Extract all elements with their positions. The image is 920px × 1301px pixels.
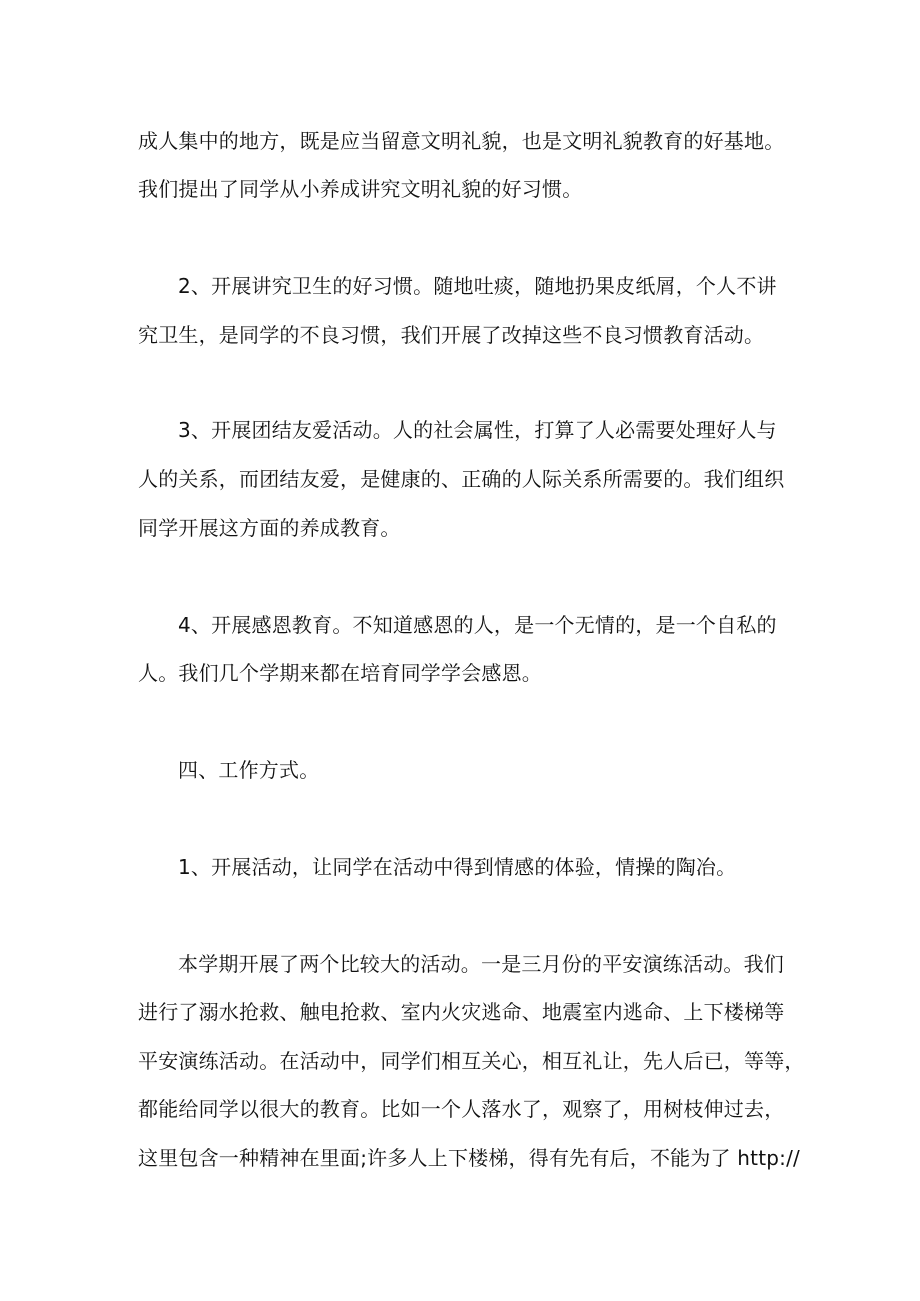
text-line: 我们提出了同学从小养成讲究文明礼貌的好习惯。 [138, 177, 583, 201]
text-line: 究卫生，是同学的不良习惯，我们开展了改掉这些不良习惯教育活动。 [138, 323, 765, 347]
text-line: 平安演练活动。在活动中，同学们相互关心，相互礼让，先人后已，等等， [138, 1049, 805, 1073]
paragraph-line: 2、开展讲究卫生的好习惯。随地吐痰，随地扔果皮纸屑，个人不讲 [178, 274, 777, 298]
text-line: 同学开展这方面的养成教育。 [138, 516, 401, 540]
paragraph-line: 4、开展感恩教育。不知道感恩的人，是一个无情的，是一个自私的 [178, 613, 777, 637]
section-heading: 四、工作方式。 [178, 758, 320, 782]
text-line: 人。我们几个学期来都在培育同学学会感恩。 [138, 661, 542, 685]
text-line: 进行了溺水抢救、触电抢救、室内火灾逃命、地震室内逃命、上下楼梯等 [138, 1000, 785, 1024]
paragraph-line: 1、开展活动，让同学在活动中得到情感的体验，情操的陶冶。 [178, 855, 737, 879]
paragraph-line: 3、开展团结友爱活动。人的社会属性，打算了人必需要处理好人与 [178, 418, 777, 442]
text-line: 都能给同学以很大的教育。比如一个人落水了，观察了，用树枝伸过去， [138, 1097, 785, 1121]
text-line: 人的关系，而团结友爱，是健康的、正确的人际关系所需要的。我们组织 [138, 467, 785, 491]
text-line: 成人集中的地方，既是应当留意文明礼貌，也是文明礼貌教育的好基地。 [138, 129, 785, 153]
paragraph-line: 本学期开展了两个比较大的活动。一是三月份的平安演练活动。我们 [178, 952, 784, 976]
text-line: 这里包含一种精神在里面;许多人上下楼梯，得有先有后，不能为了 http:// [138, 1146, 800, 1170]
